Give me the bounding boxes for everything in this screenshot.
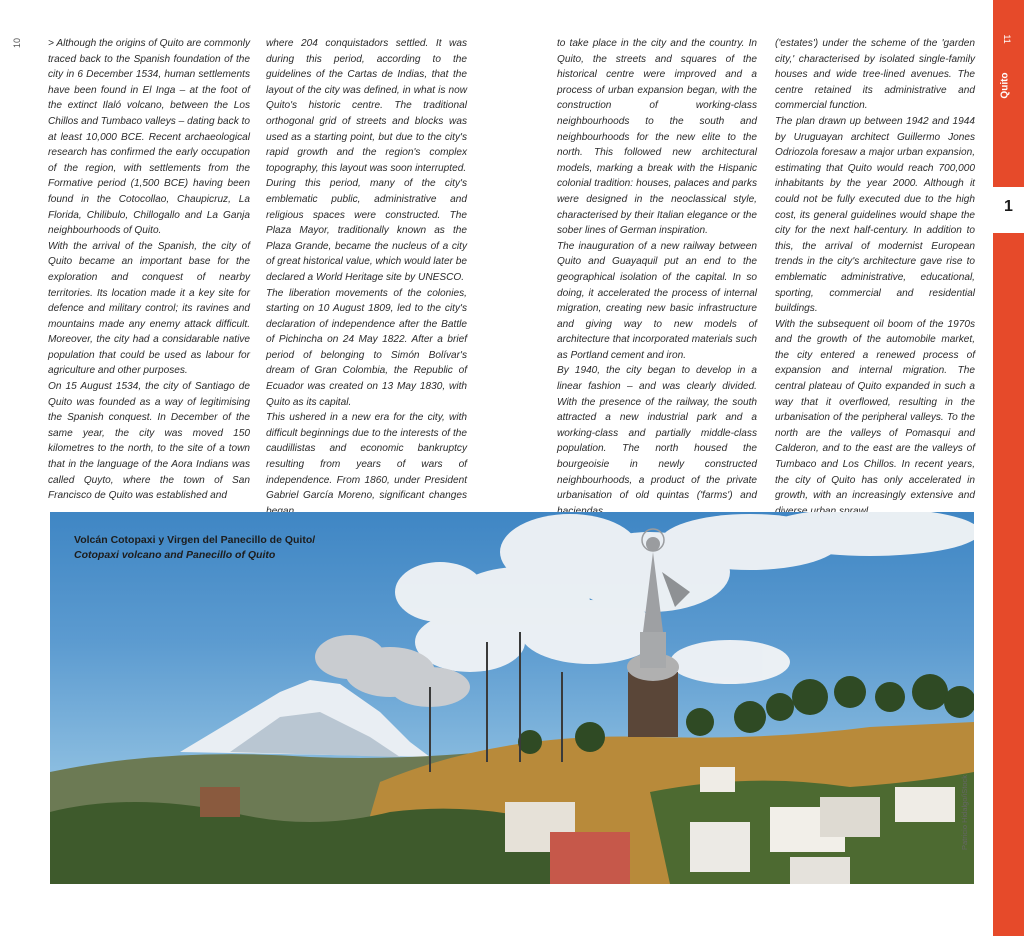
paragraph: With the subsequent oil boom of the 1970s and the growth of the automobile market, the city entered a renewed process of expansion and internal migration. The central plateau of Quito expanded in such a way that it overflowed, resulting in the urbanisation of the peripheral valleys. To the north are the valleys of Pomasqui and Calderon, and to the east are the valleys of Tumbaco and Los Chillos. In recent years, the city of Quito has only accelerated in growth, with an increasingly extensive and xyxy=(775,318,975,502)
paragraph: where 204 conquistadors settled. It was during this period, according to the guidelines of the Cartas de Indias, that the layout of the city was defined, in what is now Quito's historic centre. The traditional orthogonal grid of streets and blocks was used as a starting point, but due to the city's rapid growth and the region's complex topography, this layout was soon interrupted. xyxy=(266,38,467,174)
chapter-number: 1 xyxy=(1004,198,1013,215)
paragraph: > Although the origins of Quito are commonly traced back to the Spanish foundation of the city in 6 December 1534, human settlements have been found in El Inga – at the foot of the extinct Ilaló volcano, between the Los Chillos and Tumbaco valleys – dating back to at least 10,000 BCE. Recent archaeological research has confirmed the early occupation of the region, with settlements from the Formative period (1,500 BCE) having been found in the Cotocollao, Chaupicruz, La Florida, Chilibulo, Chillogallo and La Ganja neighbourhoods of Quito. xyxy=(48,38,250,237)
page-number-left: 10 xyxy=(12,37,23,49)
section-label: Quito xyxy=(999,72,1011,99)
caption-english: Cotopaxi volcano and Panecillo of Quito xyxy=(74,549,276,561)
landscape-photo xyxy=(50,512,974,884)
paragraph: The liberation movements of the colonies, starting on 10 August 1809, led to the city's declaration of independence after the Battle of Pichincha on 24 May 1822. After a brief period of belonging to Simón Bolívar's dream of Gran Colombia, the Republic of Ecuador was created on 13 May 1830, with Quito as its capital. xyxy=(266,287,467,408)
photo-illustration xyxy=(50,512,974,884)
caption-spanish: Volcán Cotopaxi y Virgen del Panecillo de Quito/ xyxy=(74,534,316,546)
photo-credit: Patricio Hidalgo/iStock xyxy=(960,774,969,850)
cloud-plume xyxy=(395,512,974,684)
paragraph: ('estates') under the scheme of the 'garden city,' characterised by isolated single-family houses and wide tree-lined avenues. The centre retained its administrative and commercial function. xyxy=(775,38,975,112)
text-column-2 xyxy=(266,36,467,519)
paragraph: By 1940, the city began to develop in a linear fashion – and was clearly divided. With the presence of the railway, the south attracted a new industrial park and a working-class and partially middle-class population. The north housed the bourgeoisie in newly constructed neighbourhoods, a product of the private urbanisation of old quintas ('farms') and xyxy=(557,365,757,502)
paragraph: The inauguration of a new railway between Quito and Guayaquil put an end to the geographical isolation of the capital. In so doing, it accelerated the process of internal migration, creating new basic infrastructure and giving way to new models of architecture that incorporated materials such as Portland cement and iron. xyxy=(557,240,757,361)
paragraph: During this period, many of the city's emblematic public, administrative and religious spaces were constructed. The Plaza Mayor, traditionally known as the Plaza Grande, became the nucleus of a city of great historical value, which would later be declared a World Heritage site by UNESCO. xyxy=(266,178,467,283)
text-column-4 xyxy=(775,36,975,519)
paragraph: With the arrival of the Spanish, the city of Quito became an important base for the exploration and conquest of nearby territories. Its location made it a key site for defence and military control; its ravines and mountains made any enemy attack difficult. Moreover, the city had a considarable native population that could be used as labour for agriculture and other purposes. xyxy=(48,240,250,377)
paragraph: On 15 August 1534, the city of Santiago de Quito was founded as a way of legitimising the Spanish conquest. In December of the same year, the city was moved 150 kilometres to the north, to the site of a town that in the language of the Aora Indians was called Quyto, where the town of San Francisco de Quito was established and xyxy=(48,381,250,502)
paragraph: This ushered in a new era for the city, with difficult beginnings due to the interests of the caudillistas and economic bankruptcy resulting from years of wars of independence. From 1860, under President Gabriel García Moreno, significant changes xyxy=(266,412,467,502)
page-number-right: 11 xyxy=(1002,34,1012,44)
section-side-bar xyxy=(993,0,1024,936)
paragraph: to take place in the city and the country. In Quito, the streets and squares of the historical centre were improved and a process of urban expansion began, with the construction of working-class neighbourhoods to the south and neighbourhoods for the new elite to the north. This followed new architectural models, marking a break with the Hispanic colonial tradition: houses, palaces and parks were designed in the neoclassical style, characterised by their Italian elegance or the sober lines of German inspiration. xyxy=(557,38,757,237)
photo-caption xyxy=(74,533,315,563)
text-column-3 xyxy=(557,36,757,519)
paragraph: The plan drawn up between 1942 and 1944 by Uruguayan architect Guillermo Jones Odriozola foresaw a major urban expansion, estimating that Quito would reach 700,000 inhabitants by the year 2000. Although it could not be fully executed due to the high cost, its general guidelines would shape the city for the next half-century. In addition to this, the arrival of modernist European trends in the city's architecture gave rise to emblematic administrative, educational, sporting, commercial and residential buildings. xyxy=(775,115,975,315)
text-column-1 xyxy=(48,36,250,504)
